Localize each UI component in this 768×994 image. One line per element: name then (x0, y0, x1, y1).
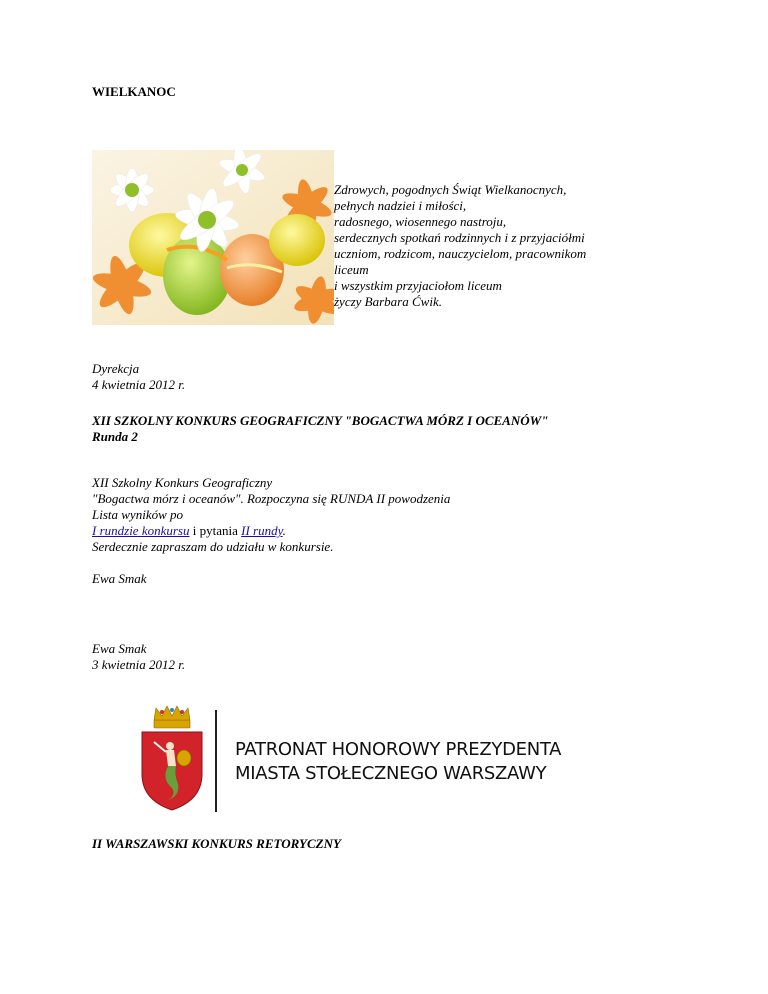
greeting-line: serdecznych spotkań rodzinnych i z przyjaciółmi (334, 230, 585, 245)
easter-greeting (334, 182, 586, 310)
heading-wielkanoc: WIELKANOC (92, 84, 176, 99)
signature-ewa-smak (92, 641, 185, 673)
warsaw-coat-of-arms-icon (132, 704, 212, 812)
signature-dyrekcja (92, 361, 185, 393)
contest-body (92, 475, 450, 555)
second-round-link[interactable]: II rundy (241, 523, 283, 538)
greeting-line: i wszystkim przyjaciołom liceum (334, 278, 502, 293)
easter-eggs-image (92, 150, 334, 325)
contest-line: XII Szkolny Konkurs Geograficzny (92, 475, 273, 490)
greeting-line: pełnych nadziei i miłości, (334, 198, 467, 213)
contest-heading (92, 413, 548, 445)
patronat-line: MIASTA STOŁECZNEGO WARSZAWY (235, 763, 547, 784)
greeting-line: Zdrowych, pogodnych Świąt Wielkanocnych, (334, 182, 567, 197)
signature-name: Ewa Smak (92, 641, 147, 656)
patronat-text (235, 738, 561, 786)
contest-line: Serdecznie zapraszam do udziału w konkursie. (92, 539, 334, 554)
links-mid-text: i pytania (189, 523, 242, 538)
links-end-text: . (282, 523, 286, 538)
contest-line: "Bogactwa mórz i oceanów". Rozpoczyna się RUNDA II powodzenia (92, 491, 451, 506)
greeting-line: radosnego, wiosennego nastroju, (334, 214, 507, 229)
author-line: Ewa Smak (92, 571, 147, 586)
divider-line (215, 710, 217, 812)
rhetoric-contest-heading: II WARSZAWSKI KONKURS RETORYCZNY (92, 836, 341, 851)
contest-line: Lista wyników po (92, 507, 184, 522)
greeting-line: uczniom, rodzicom, nauczycielom, pracownikom (334, 246, 587, 261)
greeting-line: życzy Barbara Ćwik. (334, 294, 442, 309)
greeting-line: liceum (334, 262, 369, 277)
signature-date: 3 kwietnia 2012 r. (92, 657, 186, 672)
contest-title: XII SZKOLNY KONKURS GEOGRAFICZNY "BOGACTWA MÓRZ I OCEANÓW" (92, 413, 549, 428)
patronat-line: PATRONAT HONOROWY PREZYDENTA (235, 739, 562, 760)
signature-name: Dyrekcja (92, 361, 140, 376)
contest-links-line (92, 523, 450, 539)
signature-date: 4 kwietnia 2012 r. (92, 377, 186, 392)
first-round-link[interactable]: I rundzie konkursu (92, 523, 190, 538)
contest-round: Runda 2 (92, 429, 138, 444)
